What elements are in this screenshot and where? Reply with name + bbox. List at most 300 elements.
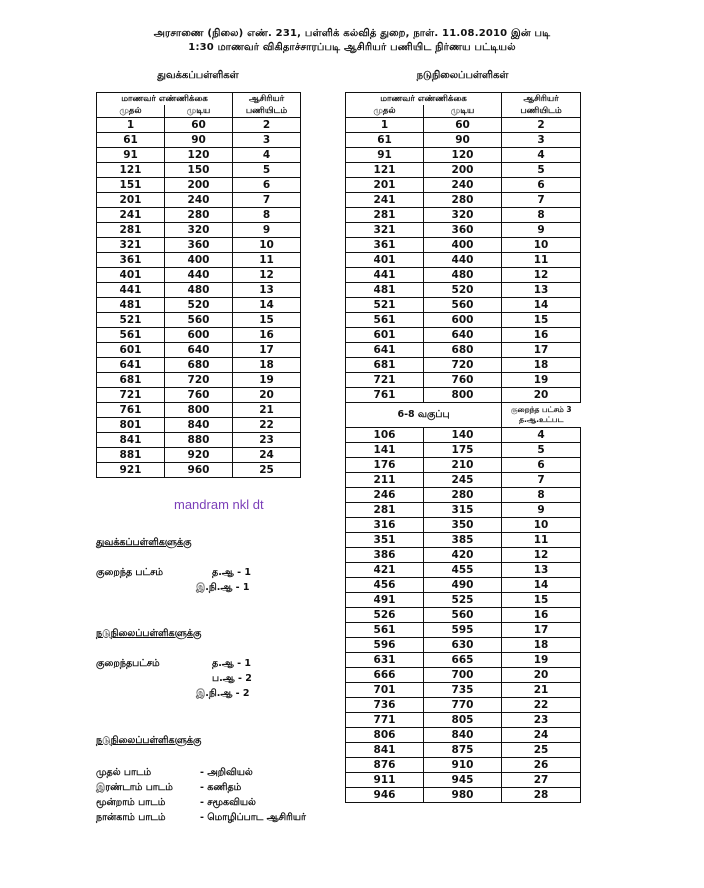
from-cell: 61: [346, 133, 424, 148]
table-row: [346, 653, 581, 668]
to-cell: 280: [165, 208, 233, 223]
table-row: [97, 343, 301, 358]
teacher-count-cell: 14: [233, 298, 301, 313]
teacher-count-cell: 5: [502, 163, 581, 178]
to-cell: 840: [424, 728, 502, 743]
to-cell: 910: [424, 758, 502, 773]
teacher-count-cell: 24: [502, 728, 581, 743]
teacher-count-cell: 13: [502, 563, 581, 578]
teacher-count-cell: 14: [502, 298, 581, 313]
teacher-count-cell: 15: [502, 593, 581, 608]
table-row: [346, 458, 581, 473]
table-row: [346, 238, 581, 253]
to-cell: 630: [424, 638, 502, 653]
table-row: [346, 698, 581, 713]
to-cell: 640: [165, 343, 233, 358]
to-cell: 945: [424, 773, 502, 788]
from-cell: 121: [346, 163, 424, 178]
from-cell: 701: [346, 683, 424, 698]
from-cell: 876: [346, 758, 424, 773]
student-count-header: மாணவர் எண்ணிக்கை: [97, 93, 233, 106]
primary-notes-heading: துவக்கப்பள்ளிகளுக்கு: [96, 537, 192, 548]
primary-min-2: இ.நி.ஆ - 1: [196, 582, 250, 593]
from-cell: 681: [346, 358, 424, 373]
from-cell: 561: [346, 313, 424, 328]
teacher-count-cell: 4: [233, 148, 301, 163]
teacher-count-cell: 9: [502, 223, 581, 238]
from-cell: 761: [346, 388, 424, 403]
table-row: [346, 758, 581, 773]
teacher-count-cell: 10: [502, 238, 581, 253]
table-row: [346, 358, 581, 373]
teacher-count-cell: 11: [233, 253, 301, 268]
teacher-count-cell: 7: [502, 473, 581, 488]
to-cell: 320: [165, 223, 233, 238]
from-cell: 841: [346, 743, 424, 758]
to-cell: 490: [424, 578, 502, 593]
table-row: [97, 178, 301, 193]
teacher-count-cell: 17: [233, 343, 301, 358]
from-cell: 1: [346, 118, 424, 133]
watermark-text: mandram nkl dt: [174, 497, 264, 512]
to-cell: 520: [165, 298, 233, 313]
teacher-count-cell: 13: [233, 283, 301, 298]
to-cell: 560: [424, 608, 502, 623]
to-cell: 665: [424, 653, 502, 668]
from-cell: 281: [346, 503, 424, 518]
from-cell: 681: [97, 373, 165, 388]
grade-6-8-subheader: 6-8 வகுப்பு: [346, 403, 502, 428]
subject-row: [96, 765, 346, 780]
teacher-count-cell: 9: [233, 223, 301, 238]
to-cell: 200: [424, 163, 502, 178]
from-cell: 771: [346, 713, 424, 728]
to-cell: 640: [424, 328, 502, 343]
subject-name: - கணிதம்: [200, 782, 242, 793]
subject-order: நான்காம் பாடம்: [96, 812, 166, 823]
table-row: [97, 118, 301, 133]
subject-row: [96, 780, 346, 795]
from-cell: 561: [97, 328, 165, 343]
table-row: [346, 533, 581, 548]
from-cell: 386: [346, 548, 424, 563]
table-row: [97, 373, 301, 388]
from-cell: 211: [346, 473, 424, 488]
middle-schools-table: [345, 92, 581, 803]
subject-name: - அறிவியல்: [200, 767, 253, 778]
to-cell: 360: [424, 223, 502, 238]
from-cell: 881: [97, 448, 165, 463]
subject-order: இரண்டாம் பாடம்: [96, 782, 173, 793]
from-header: முதல்: [97, 105, 165, 118]
from-cell: 631: [346, 653, 424, 668]
table-row: [97, 283, 301, 298]
table-row: [346, 328, 581, 343]
to-cell: 90: [424, 133, 502, 148]
to-cell: 400: [165, 253, 233, 268]
teacher-count-cell: 4: [502, 148, 581, 163]
table-row: [97, 148, 301, 163]
teacher-count-cell: 4: [502, 428, 581, 443]
to-cell: 280: [424, 193, 502, 208]
from-cell: 441: [97, 283, 165, 298]
teacher-count-cell: 21: [233, 403, 301, 418]
to-cell: 800: [424, 388, 502, 403]
from-cell: 241: [97, 208, 165, 223]
table-row: [346, 593, 581, 608]
to-cell: 315: [424, 503, 502, 518]
teacher-header-line-1: ஆசிரியர்: [502, 93, 581, 106]
to-cell: 600: [424, 313, 502, 328]
table-row: [97, 193, 301, 208]
table-row: [346, 683, 581, 698]
table-row: [346, 488, 581, 503]
table-row: [346, 623, 581, 638]
teacher-header-line-1: ஆசிரியர்: [233, 93, 301, 106]
table-row: [97, 253, 301, 268]
side-note-2: த.ஆ.உட்பட: [519, 415, 564, 424]
table-row: [346, 728, 581, 743]
to-header: முடிய: [424, 105, 502, 118]
from-cell: 841: [97, 433, 165, 448]
from-cell: 281: [97, 223, 165, 238]
from-cell: 321: [346, 223, 424, 238]
to-cell: 560: [424, 298, 502, 313]
from-cell: 401: [97, 268, 165, 283]
table-row: [346, 608, 581, 623]
to-cell: 60: [165, 118, 233, 133]
subject-name: - மொழிப்பாட ஆசிரியர்: [200, 812, 306, 823]
table-row: [346, 743, 581, 758]
from-cell: 481: [346, 283, 424, 298]
to-cell: 200: [165, 178, 233, 193]
from-cell: 141: [346, 443, 424, 458]
middle-min-2: ப.ஆ - 2: [212, 673, 252, 684]
teacher-count-cell: 15: [502, 313, 581, 328]
from-cell: 441: [346, 268, 424, 283]
from-cell: 1: [97, 118, 165, 133]
to-cell: 720: [165, 373, 233, 388]
from-cell: 736: [346, 698, 424, 713]
from-cell: 121: [97, 163, 165, 178]
teacher-count-cell: 7: [233, 193, 301, 208]
to-cell: 440: [424, 253, 502, 268]
from-cell: 491: [346, 593, 424, 608]
to-cell: 805: [424, 713, 502, 728]
from-cell: 761: [97, 403, 165, 418]
to-cell: 770: [424, 698, 502, 713]
minimum-note-cell: [502, 403, 581, 428]
to-cell: 120: [424, 148, 502, 163]
table-row: [346, 788, 581, 803]
table-row: [346, 163, 581, 178]
to-cell: 920: [165, 448, 233, 463]
table-row: [346, 148, 581, 163]
primary-min-label: குறைந்த பட்சம்: [96, 567, 163, 578]
to-cell: 210: [424, 458, 502, 473]
to-cell: 175: [424, 443, 502, 458]
table-row: [346, 313, 581, 328]
from-cell: 106: [346, 428, 424, 443]
to-cell: 600: [165, 328, 233, 343]
primary-schools-title: துவக்கப்பள்ளிகள்: [157, 70, 239, 81]
table-row: [346, 578, 581, 593]
middle-min-3: இ.நி.ஆ - 2: [196, 688, 250, 699]
subject-row: [96, 795, 346, 810]
teacher-count-cell: 22: [233, 418, 301, 433]
doc-header-line-1: அரசாணை (நிலை) எண். 231, பள்ளிக் கல்வித் துறை, நாள். 11.08.2010 இன் படி: [153, 28, 551, 39]
to-cell: 875: [424, 743, 502, 758]
teacher-count-cell: 21: [502, 683, 581, 698]
teacher-header-line-2: பணியிடம்: [502, 105, 581, 118]
table-row: [346, 503, 581, 518]
teacher-count-cell: 28: [502, 788, 581, 803]
to-cell: 525: [424, 593, 502, 608]
to-cell: 960: [165, 463, 233, 478]
table-row: [346, 518, 581, 533]
from-cell: 521: [97, 313, 165, 328]
from-cell: 721: [346, 373, 424, 388]
table-row: [97, 463, 301, 478]
subject-order: மூன்றாம் பாடம்: [96, 797, 166, 808]
from-cell: 526: [346, 608, 424, 623]
teacher-count-cell: 20: [233, 388, 301, 403]
table-row: [346, 283, 581, 298]
teacher-count-cell: 26: [502, 758, 581, 773]
from-cell: 281: [346, 208, 424, 223]
teacher-count-cell: 12: [233, 268, 301, 283]
teacher-count-cell: 5: [233, 163, 301, 178]
to-header: முடிய: [165, 105, 233, 118]
from-cell: 91: [346, 148, 424, 163]
from-cell: 806: [346, 728, 424, 743]
to-cell: 120: [165, 148, 233, 163]
table-row: [346, 268, 581, 283]
from-cell: 201: [346, 178, 424, 193]
teacher-count-cell: 20: [502, 668, 581, 683]
table-row: [346, 178, 581, 193]
table-row: [346, 343, 581, 358]
teacher-count-cell: 23: [502, 713, 581, 728]
from-cell: 176: [346, 458, 424, 473]
teacher-count-cell: 19: [502, 373, 581, 388]
teacher-count-cell: 8: [502, 208, 581, 223]
table-row: [346, 253, 581, 268]
to-cell: 520: [424, 283, 502, 298]
table-row: [97, 208, 301, 223]
table-row: [346, 193, 581, 208]
teacher-count-cell: 17: [502, 343, 581, 358]
teacher-count-cell: 25: [502, 743, 581, 758]
from-cell: 596: [346, 638, 424, 653]
table-row: [97, 403, 301, 418]
teacher-count-cell: 2: [233, 118, 301, 133]
to-cell: 480: [424, 268, 502, 283]
subjects-list: [96, 765, 346, 825]
teacher-count-cell: 13: [502, 283, 581, 298]
from-cell: 946: [346, 788, 424, 803]
to-cell: 455: [424, 563, 502, 578]
to-cell: 980: [424, 788, 502, 803]
to-cell: 400: [424, 238, 502, 253]
middle-notes-heading: நடுநிலைப்பள்ளிகளுக்கு: [96, 628, 202, 639]
teacher-count-cell: 14: [502, 578, 581, 593]
table-row: [346, 563, 581, 578]
subject-name: - சமூகவியல்: [200, 797, 256, 808]
to-cell: 245: [424, 473, 502, 488]
from-cell: 601: [97, 343, 165, 358]
teacher-count-cell: 3: [233, 133, 301, 148]
from-cell: 911: [346, 773, 424, 788]
doc-header-line-2: 1:30 மாணவர் விகிதாச்சாரப்படி ஆசிரியர் பணியிட நிர்ணய பட்டியல்: [188, 42, 516, 53]
from-cell: 521: [346, 298, 424, 313]
to-cell: 280: [424, 488, 502, 503]
to-cell: 480: [165, 283, 233, 298]
primary-schools-table: [96, 92, 301, 478]
from-cell: 401: [346, 253, 424, 268]
to-cell: 840: [165, 418, 233, 433]
to-cell: 385: [424, 533, 502, 548]
to-cell: 595: [424, 623, 502, 638]
from-cell: 481: [97, 298, 165, 313]
to-cell: 720: [424, 358, 502, 373]
from-cell: 321: [97, 238, 165, 253]
from-cell: 351: [346, 533, 424, 548]
from-cell: 666: [346, 668, 424, 683]
from-cell: 61: [97, 133, 165, 148]
teacher-count-cell: 6: [502, 178, 581, 193]
teacher-count-cell: 22: [502, 698, 581, 713]
table-row: [346, 133, 581, 148]
teacher-count-cell: 18: [502, 358, 581, 373]
teacher-count-cell: 8: [502, 488, 581, 503]
to-cell: 440: [165, 268, 233, 283]
teacher-count-cell: 19: [502, 653, 581, 668]
teacher-count-cell: 16: [502, 608, 581, 623]
from-header: முதல்: [346, 105, 424, 118]
table-row: [346, 638, 581, 653]
teacher-count-cell: 20: [502, 388, 581, 403]
from-cell: 421: [346, 563, 424, 578]
from-cell: 361: [97, 253, 165, 268]
to-cell: 800: [165, 403, 233, 418]
to-cell: 760: [424, 373, 502, 388]
from-cell: 641: [97, 358, 165, 373]
from-cell: 801: [97, 418, 165, 433]
to-cell: 360: [165, 238, 233, 253]
table-row: [97, 163, 301, 178]
teacher-count-cell: 11: [502, 253, 581, 268]
to-cell: 735: [424, 683, 502, 698]
table-row: [97, 298, 301, 313]
table-row: [97, 223, 301, 238]
table-row: [97, 268, 301, 283]
table-row: [97, 433, 301, 448]
to-cell: 150: [165, 163, 233, 178]
table-row: [346, 388, 581, 403]
to-cell: 880: [165, 433, 233, 448]
to-cell: 320: [424, 208, 502, 223]
to-cell: 760: [165, 388, 233, 403]
to-cell: 420: [424, 548, 502, 563]
from-cell: 151: [97, 178, 165, 193]
to-cell: 700: [424, 668, 502, 683]
teacher-count-cell: 18: [502, 638, 581, 653]
from-cell: 721: [97, 388, 165, 403]
table-row: [346, 118, 581, 133]
table-row: [346, 208, 581, 223]
table-row: [97, 418, 301, 433]
table-row: [346, 373, 581, 388]
teacher-count-cell: 23: [233, 433, 301, 448]
teacher-count-cell: 12: [502, 548, 581, 563]
teacher-count-cell: 7: [502, 193, 581, 208]
teacher-count-cell: 6: [502, 458, 581, 473]
table-row: [346, 473, 581, 488]
table-row: [346, 443, 581, 458]
table-row: [97, 238, 301, 253]
table-row: [97, 358, 301, 373]
student-count-header: மாணவர் எண்ணிக்கை: [346, 93, 502, 106]
to-cell: 90: [165, 133, 233, 148]
table-row: [97, 313, 301, 328]
to-cell: 350: [424, 518, 502, 533]
teacher-count-cell: 16: [502, 328, 581, 343]
to-cell: 680: [165, 358, 233, 373]
teacher-count-cell: 17: [502, 623, 581, 638]
table-row: [346, 773, 581, 788]
teacher-count-cell: 5: [502, 443, 581, 458]
teacher-count-cell: 16: [233, 328, 301, 343]
subjects-heading: நடுநிலைப்பள்ளிகளுக்கு: [96, 735, 202, 746]
middle-min-label: குறைந்தபட்சம்: [96, 658, 160, 669]
teacher-count-cell: 11: [502, 533, 581, 548]
middle-min-1: த.ஆ - 1: [212, 658, 251, 669]
teacher-count-cell: 24: [233, 448, 301, 463]
table-row: [97, 133, 301, 148]
from-cell: 361: [346, 238, 424, 253]
to-cell: 240: [424, 178, 502, 193]
to-cell: 140: [424, 428, 502, 443]
teacher-count-cell: 27: [502, 773, 581, 788]
teacher-count-cell: 12: [502, 268, 581, 283]
table-row: [346, 668, 581, 683]
from-cell: 91: [97, 148, 165, 163]
primary-min-1: த.ஆ - 1: [212, 567, 251, 578]
table-row: [97, 388, 301, 403]
teacher-count-cell: 8: [233, 208, 301, 223]
table-row: [346, 223, 581, 238]
teacher-count-cell: 3: [502, 133, 581, 148]
from-cell: 246: [346, 488, 424, 503]
to-cell: 560: [165, 313, 233, 328]
teacher-count-cell: 18: [233, 358, 301, 373]
to-cell: 680: [424, 343, 502, 358]
subject-row: [96, 810, 346, 825]
teacher-count-cell: 19: [233, 373, 301, 388]
teacher-count-cell: 2: [502, 118, 581, 133]
teacher-count-cell: 9: [502, 503, 581, 518]
table-row: [346, 713, 581, 728]
from-cell: 456: [346, 578, 424, 593]
from-cell: 316: [346, 518, 424, 533]
table-row: [346, 428, 581, 443]
side-note-1: குறைந்த பட்சம் 3: [510, 405, 572, 414]
teacher-count-cell: 10: [233, 238, 301, 253]
teacher-count-cell: 15: [233, 313, 301, 328]
from-cell: 241: [346, 193, 424, 208]
from-cell: 561: [346, 623, 424, 638]
